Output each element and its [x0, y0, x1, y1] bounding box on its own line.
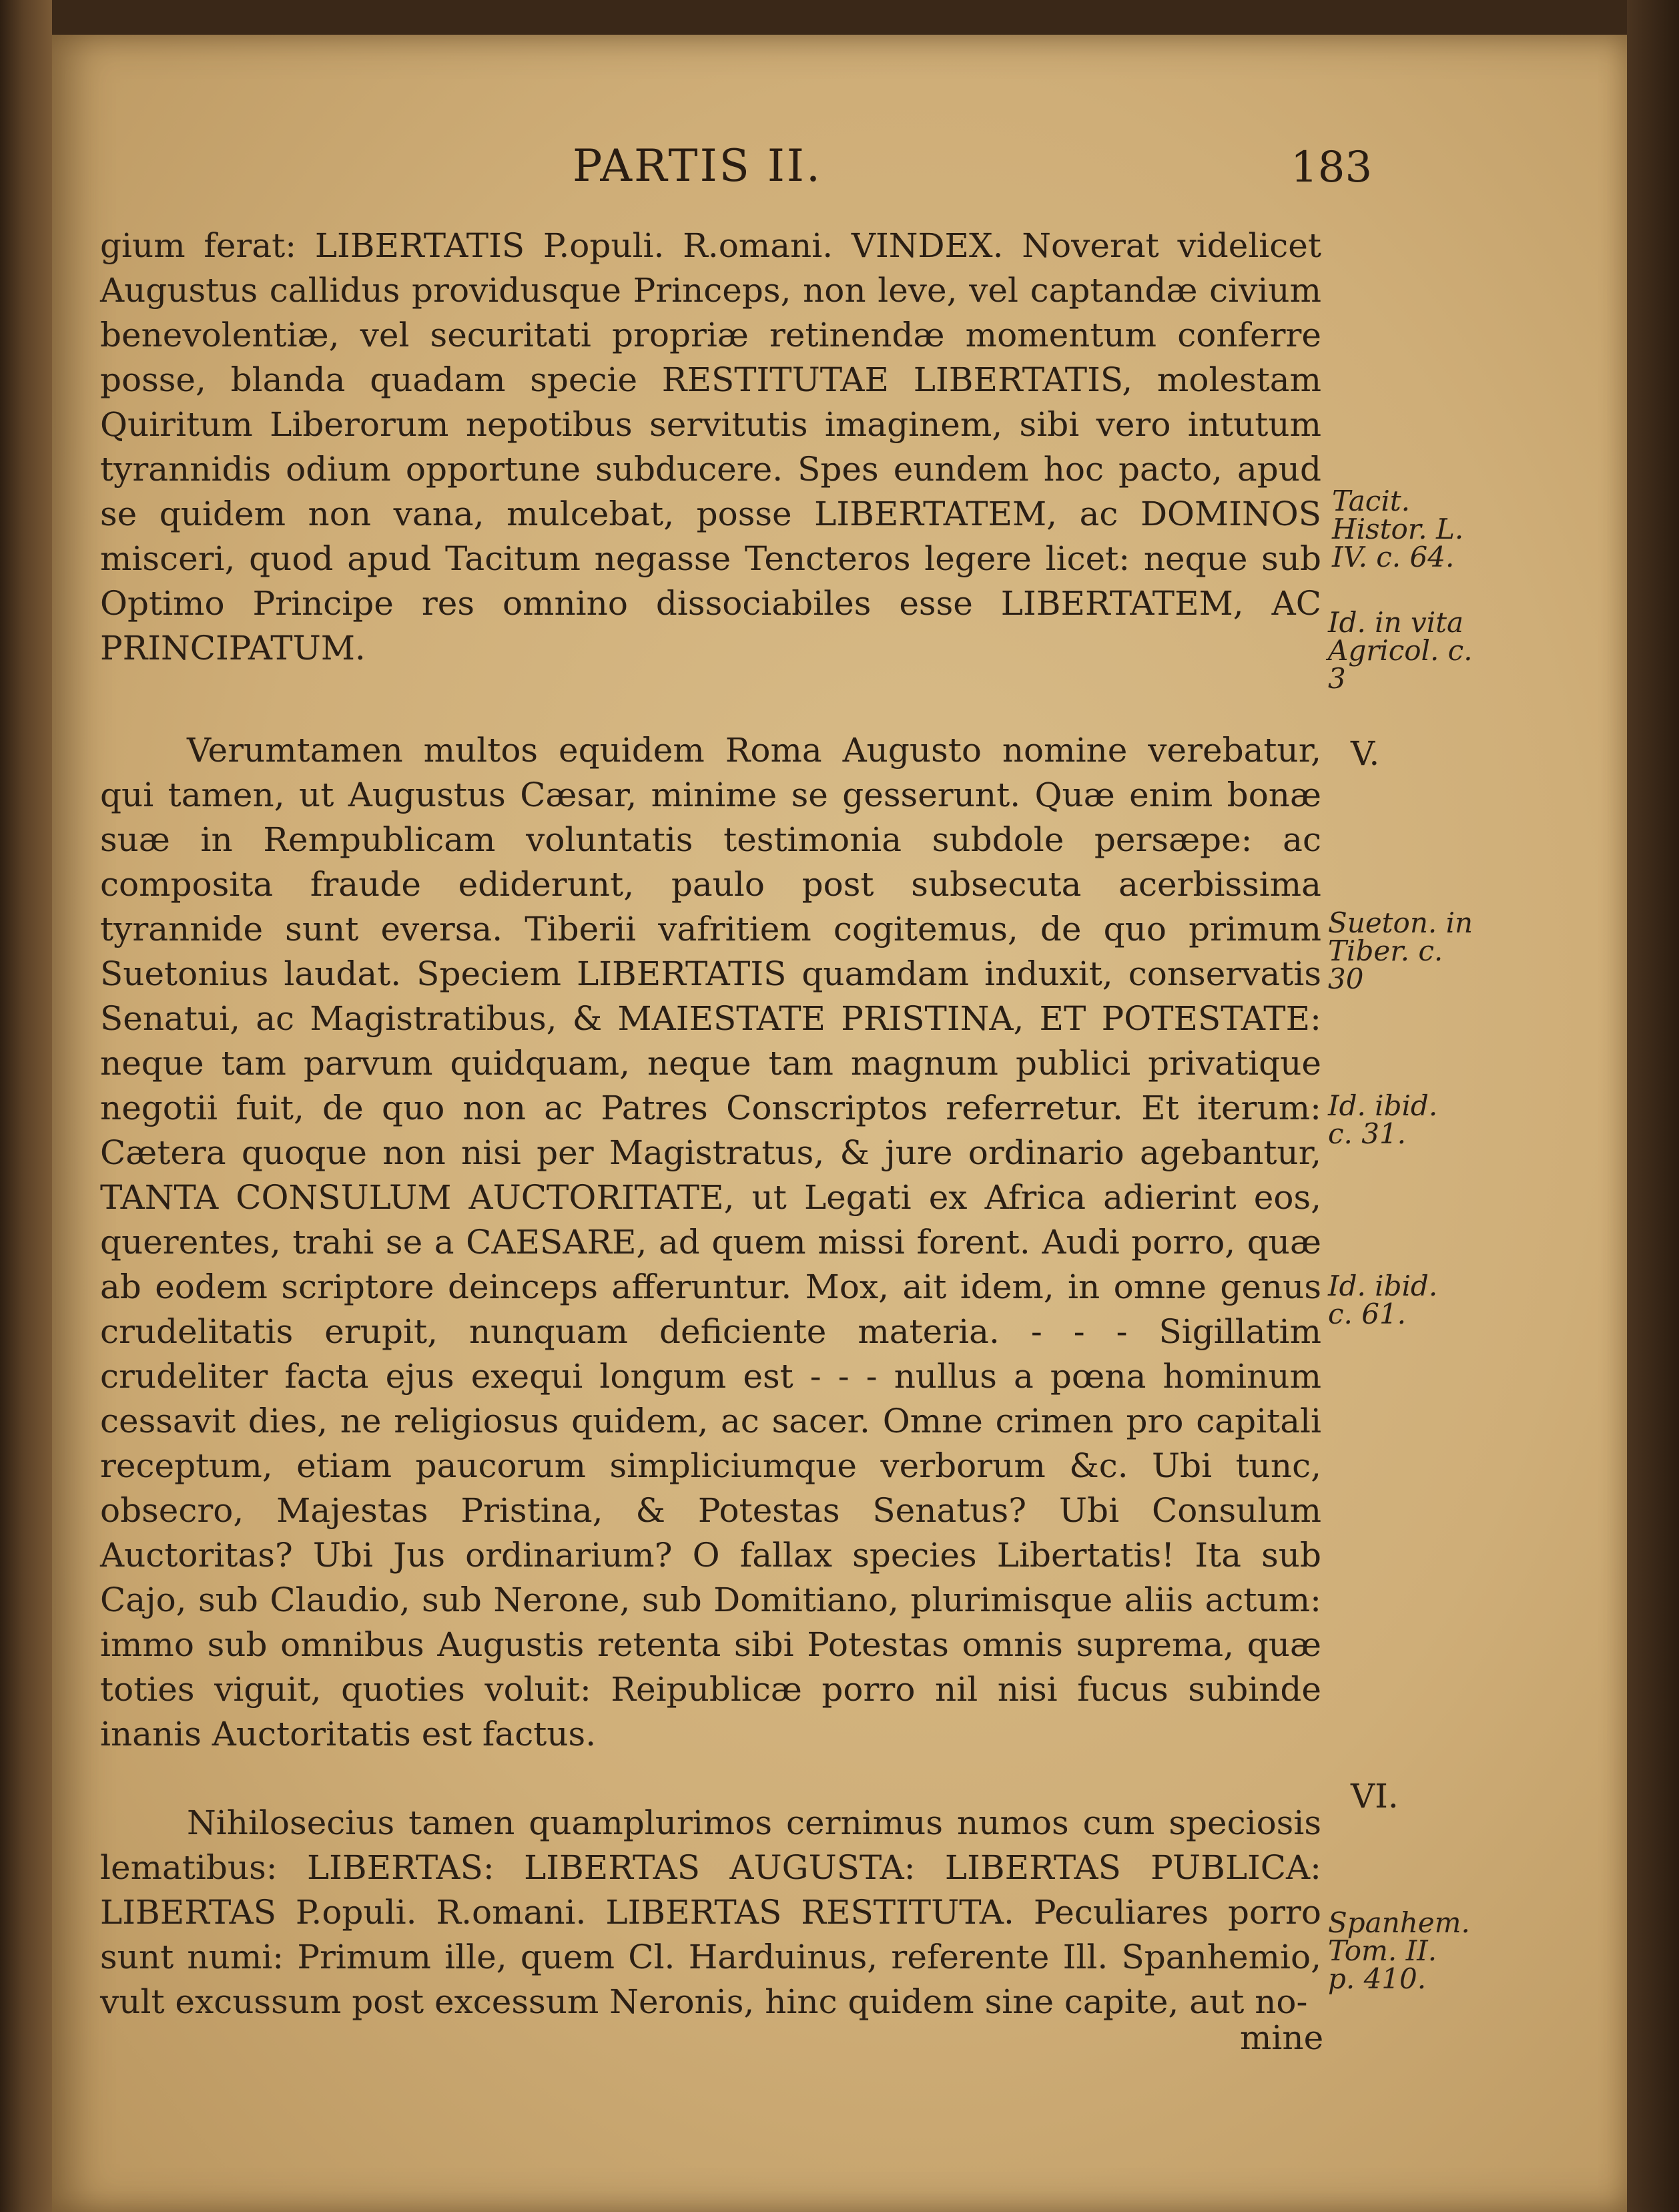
- main-text: [100, 224, 1321, 2024]
- margin-note-spanhem: Spanhem. Tom. II. p. 410.: [1328, 1906, 1470, 1995]
- section-number-v: V.: [1351, 734, 1380, 773]
- page-edge: [1627, 0, 1679, 2212]
- paragraph-3: Nihilosecius tamen quamplurimos cernimus numos cum speciosis lematibus: LIBERTAS: LIBERTAS AUGUSTA: LIBERTAS PUBLICA: LIBERTAS P.opuli. R.omani. LIBERTAS RESTITUTA. Peculiares porro sunt numi: Primum ille, quem Cl. Harduinus, referente Ill. Spanhemio, vult excussum post excessum Neronis, hinc quidem sine capite, aut no-: [100, 1804, 1321, 2021]
- catchword: mine: [1240, 2018, 1324, 2057]
- margin-note-ibid-61: Id. ibid. c. 61.: [1328, 1270, 1438, 1330]
- running-head-title: PARTIS II.: [573, 140, 822, 192]
- margin-note-tacitus: Tacit. Histor. L. IV. c. 64.: [1332, 485, 1464, 573]
- section-number-vi: VI.: [1351, 1777, 1399, 1816]
- margin-note-ibid-31: Id. ibid. c. 31.: [1328, 1089, 1438, 1150]
- paragraph-2: Verumtamen multos equidem Roma Augusto nomine verebatur, qui tamen, ut Augustus Cæsar, minime se gesserunt. Quæ enim bonæ suæ in Rempublicam voluntatis testimonia subdole persæpe: ac composita fraude ediderunt, paulo post subsecuta acerbissima tyrannide sunt eversa. Tiberii vafritiem cogitemus, de quo primum Suetonius laudat. Speciem LIBERTATIS quamdam induxit, conservatis Senatui, ac Magistratibus, & MAIESTATE PRISTINA, ET POTESTATE: neque tam parvum quidquam, neque tam magnum publici privatique negotii fuit, de quo non ac Patres Conscriptos referretur. Et iterum: Cætera quoque non nisi per Magistratus, & jure ordinario agebantur, TANTA CONSULUM AUCTORITATE, ut Legati ex Africa adierint eos, querentes, trahi se a CAESARE, ad quem missi forent. Audi porro, quæ ab eodem scriptore deinceps afferuntur. Mox, ait idem, in omne genus crudelitatis erupit, nunquam deficiente materia. - - - Sigillatim crudeliter facta ejus exequi longum est - - - nullus a pœna hominum cessavit dies, ne religiosus quidem, ac sacer. Omne crimen pro capitali receptum, etiam paucorum simpliciumque verborum &c. Ubi tunc, obsecro, Majestas Pristina, & Potestas Senatus? Ubi Consulum Auctoritas? Ubi Jus ordinarium? O fallax species Libertatis! Ita sub Cajo, sub Claudio, sub Nerone, sub Domitiano, plurimisque aliis actum: immo sub omnibus Augustis retenta sibi Potestas omnis suprema, quæ toties viguit, quoties voluit: Reipublicæ porro nil nisi fucus subinde inanis Auctoritatis est factus.: [100, 731, 1321, 1753]
- page-number: 183: [1291, 143, 1373, 192]
- book-spine: [0, 0, 52, 2212]
- margin-note-agricola: Id. in vita Agricol. c. 3: [1328, 606, 1473, 695]
- margin-note-suetonius: Sueton. in Tiber. c. 30: [1328, 906, 1473, 995]
- running-head: [52, 133, 1627, 200]
- paragraph-1: gium ferat: LIBERTATIS P.opuli. R.omani. VINDEX. Noverat videlicet Augustus callidus providusque Princeps, non leve, vel captandæ civium benevolentiæ, vel securitati propriæ retinendæ momentum conferre posse, blanda quadam specie RESTITUTAE LIBERTATIS, molestam Quiritum Liberorum nepotibus servitutis imaginem, sibi vero intutum tyrannidis odium opportune subducere. Spes eundem hoc pacto, apud se quidem non vana, mulcebat, posse LIBERTATEM, ac DOMINOS misceri, quod apud Tacitum negasse Tencteros legere licet: neque sub Optimo Principe res omnino dissociabiles esse LIBERTATEM, AC PRINCIPATUM.: [100, 226, 1321, 667]
